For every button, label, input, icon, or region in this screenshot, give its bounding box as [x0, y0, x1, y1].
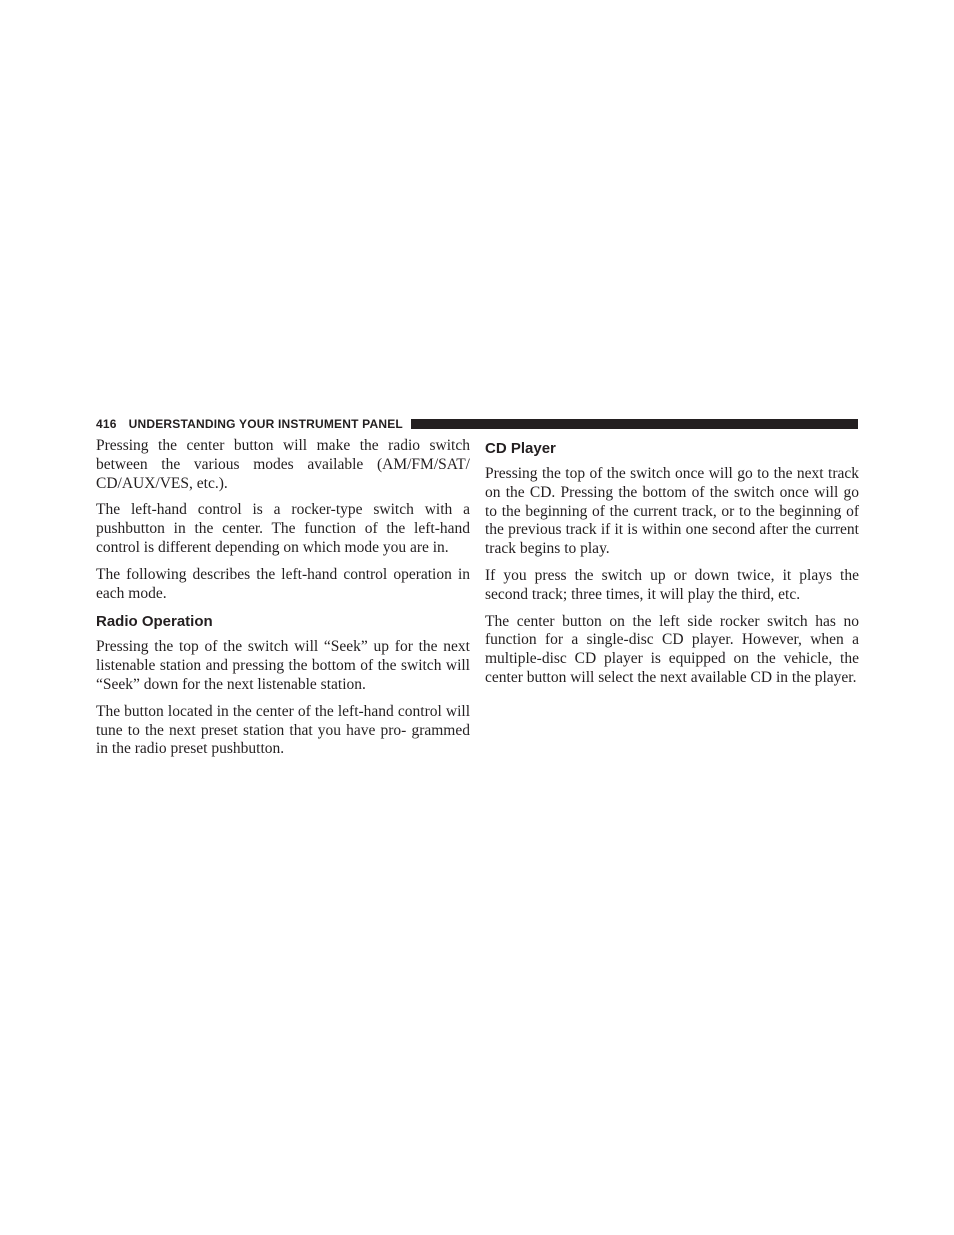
section-title: UNDERSTANDING YOUR INSTRUMENT PANEL — [128, 417, 403, 431]
paragraph-seek: Pressing the top of the switch will “Seek” up for the next listenable station and pressing the bottom of the switch will “Seek” down for the next listenable station. — [96, 638, 470, 693]
paragraph-preset: The button located in the center of the left-hand control will tune to the next preset station that you have pro- grammed in the radio preset pushbutton. — [96, 702, 470, 758]
paragraph-mode-description: The following describes the left-hand control operation in each mode. — [96, 565, 470, 602]
heading-radio-operation: Radio Operation — [96, 613, 213, 631]
paragraph-left-hand-control: The left-hand control is a rocker-type switch with a pushbutton in the center. The function of the left-hand control is different depending on which mode you are in. — [96, 501, 470, 556]
page-header — [96, 416, 858, 432]
right-column — [485, 437, 859, 696]
heading-cd-player: CD Player — [485, 440, 556, 457]
page-number: 416 — [96, 417, 117, 431]
header-rule — [411, 419, 858, 429]
paragraph-press-twice: If you press the switch up or down twice, it plays the second track; three times, it will play the third, etc. — [485, 566, 859, 603]
left-column — [96, 437, 470, 767]
paragraph-center-button: The center button on the left side rocker switch has no function for a single-disc CD player. However, when a multiple-disc CD player is equipped on the vehicle, the center button will select the next available CD in the player. — [485, 612, 859, 686]
paragraph-track-skip: Pressing the top of the switch once will go to the next track on the CD. Pressing the bottom of the switch once will go to the beginning of the current track, or to the beginning of the previous track if it is within one second after the current track begins to play. — [485, 465, 859, 558]
paragraph-mode-switch: Pressing the center button will make the radio switch between the various modes available (AM/FM/SAT/ CD/AUX/VES, etc.). — [96, 437, 470, 492]
